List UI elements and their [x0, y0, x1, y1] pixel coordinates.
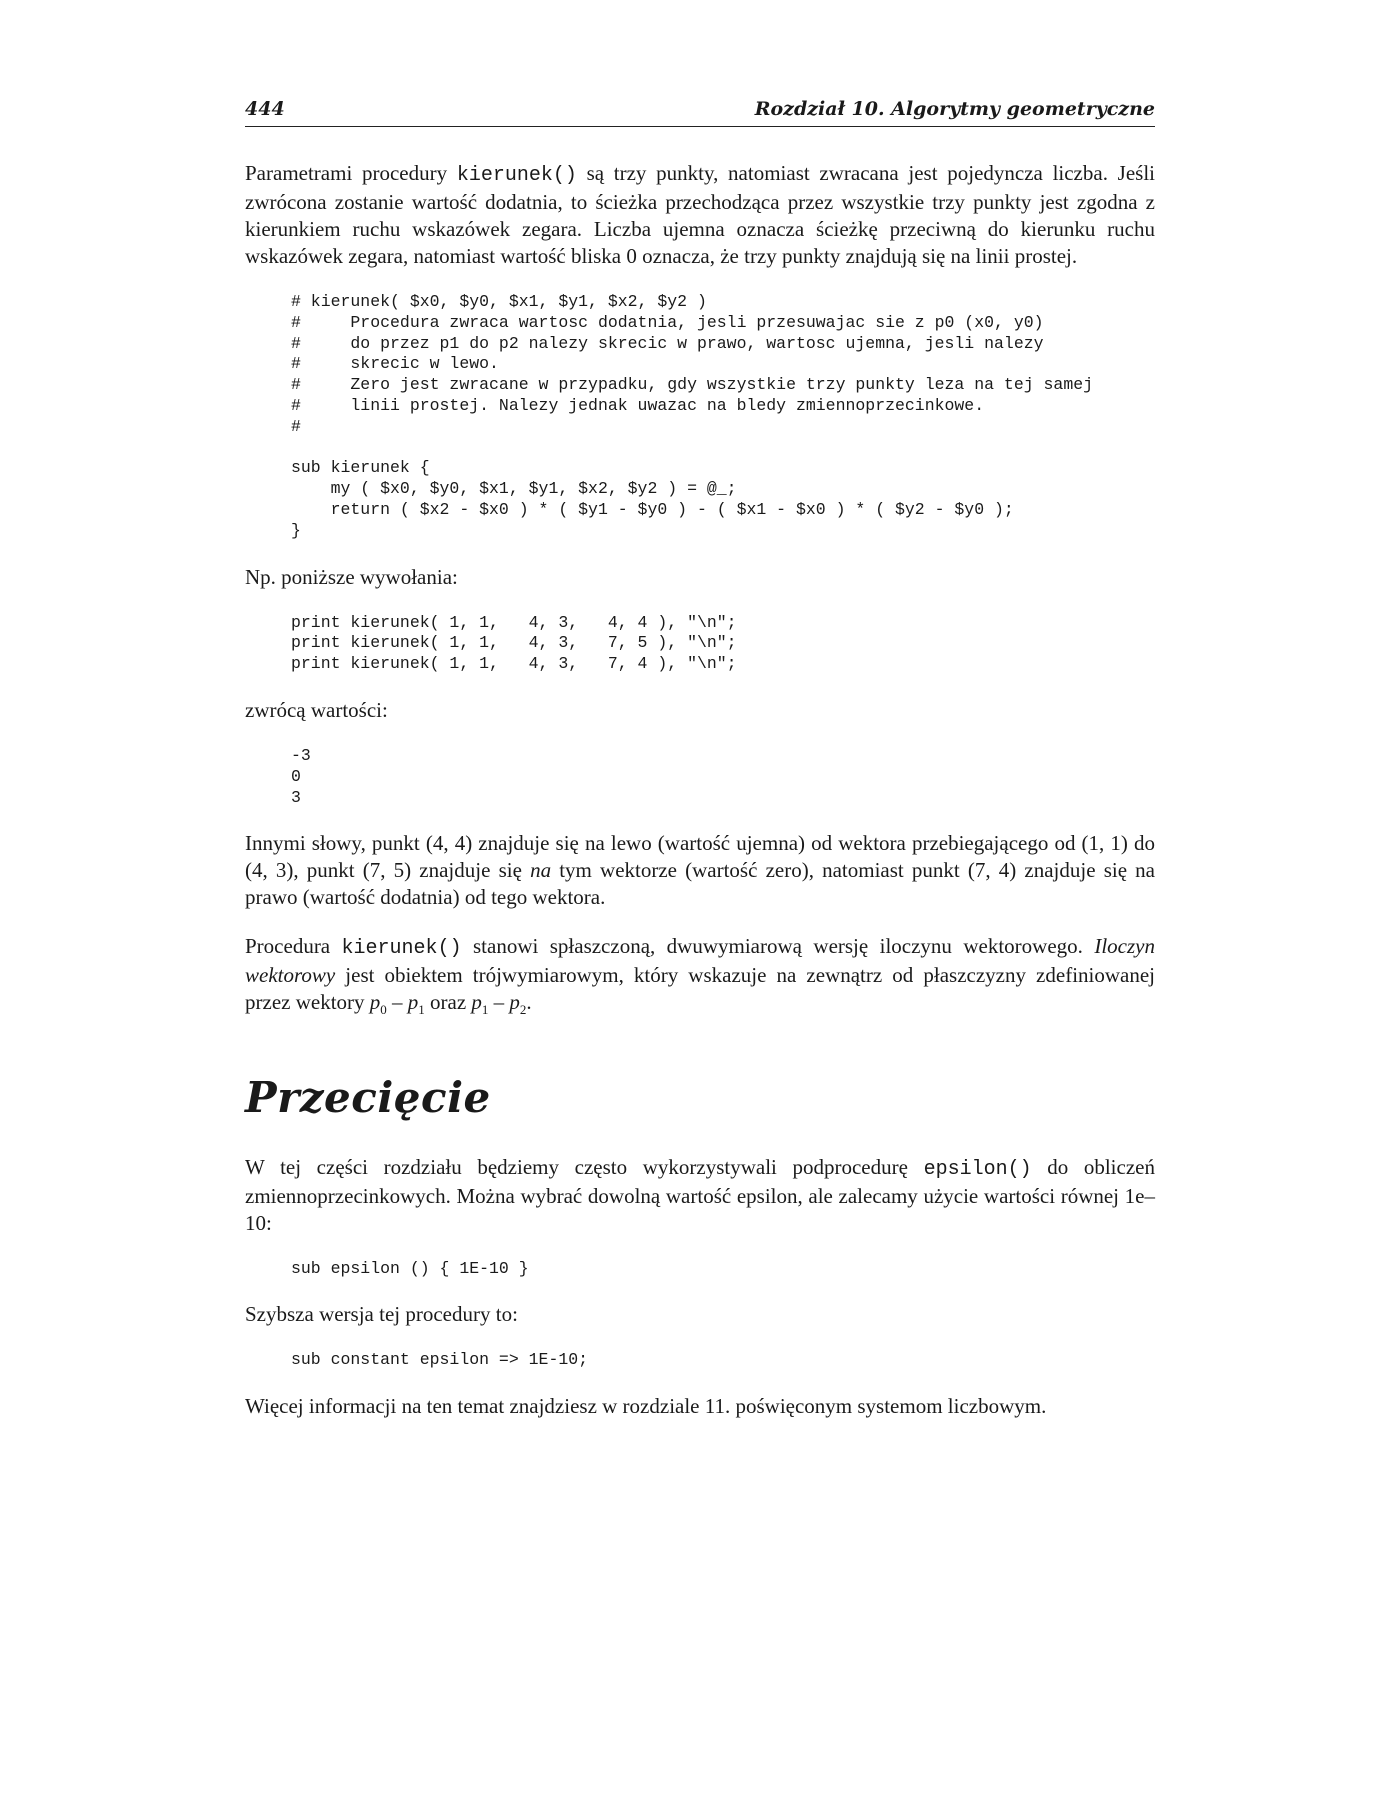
- math-subscript: 1: [481, 1002, 489, 1018]
- inline-code: kierunek(): [456, 164, 577, 187]
- paragraph-return-values: zwrócą wartości:: [245, 697, 388, 722]
- code-block-print-calls: print kierunek( 1, 1, 4, 3, 4, 4 ), "\n"; print kierunek( 1, 1, 4, 3, 7, 5 ), "\n"; print kierunek( 1, 1, 4, 3, 7, 4 ), "\n";: [291, 612, 737, 674]
- text-run: tym wektorze (wartość zero), natomiast punkt (7, 4) znajduje się na prawo (wartość dodatnia) od tego wektora.: [245, 858, 1155, 910]
- text-run: –: [386, 990, 408, 1015]
- code-block-output: -3 0 3: [291, 745, 311, 807]
- math-var: p: [407, 990, 419, 1015]
- text-run: jest obiektem trójwymiarowym, który wskazuje na zewnątrz od płaszczyzny zdefiniowanej przez wektory: [245, 963, 1155, 1015]
- chapter-title: Rozdział 10. Algorytmy geometryczne: [754, 98, 1155, 120]
- math-subscript: 1: [418, 1002, 425, 1018]
- inline-code: epsilon(): [923, 1157, 1032, 1181]
- text-run: są trzy punkty, natomiast zwracana jest pojedyncza liczba. Jeśli zwrócona zostanie wartość dodatnia, to ścieżka przechodząca przez wszystkie trzy punkty jest zgodna z kierunkiem ruchu wskazówek zegara. Liczba ujemna oznacza ścieżkę przeciwną do kierunku ruchu wskazówek zegara, natomiast wartość bliska 0 oznacza, że trzy punkty znajdują się na linii prostej.: [245, 161, 1155, 268]
- running-header: [245, 96, 1155, 127]
- paragraph-intro: [245, 160, 1155, 270]
- math-var: p: [509, 990, 520, 1015]
- text-run: .: [526, 990, 532, 1015]
- paragraph-more-info: Więcej informacji na ten temat znajdziesz w rozdziale 11. poświęconym systemom liczbowym.: [245, 1394, 1047, 1419]
- paragraph-example-calls: Np. poniższe wywołania:: [245, 564, 458, 589]
- text-run: do obliczeń zmiennoprzecinkowych. Można wybrać dowolną wartość epsilon, ale zalecamy użycie wartości równej 1e–10:: [245, 1154, 1155, 1235]
- math-subscript: 2: [519, 1002, 527, 1018]
- emphasis: Iloczyn wektorowy: [245, 934, 1155, 988]
- math-var: p: [369, 990, 381, 1015]
- math-subscript: 0: [380, 1002, 387, 1018]
- text-run: stanowi spłaszczoną, dwuwymiarową wersję iloczynu wektorowego.: [461, 934, 1095, 959]
- paragraph-epsilon-intro: [245, 1154, 1155, 1237]
- text-run: W tej części rozdziału będziemy często wykorzystywali podprocedurę: [245, 1154, 924, 1179]
- page-body: [245, 160, 1155, 1420]
- text-run: Procedura: [245, 934, 342, 959]
- text-run: Innymi słowy, punkt (4, 4) znajduje się na lewo (wartość ujemna) od wektora przebiegającego od (1, 1) do (4, 3), punkt (7, 5) znajduje się: [245, 831, 1155, 883]
- emphasis: na: [530, 858, 552, 883]
- paragraph-cross-product: [245, 933, 1155, 1023]
- code-block-epsilon: sub epsilon () { 1E-10 }: [291, 1258, 529, 1278]
- inline-code: kierunek(): [341, 937, 462, 961]
- text-run: –: [488, 990, 510, 1015]
- section-heading: Przecięcie: [245, 1072, 491, 1122]
- text-run: oraz: [424, 990, 472, 1015]
- paragraph-explanation: [245, 830, 1155, 911]
- page-number: 444: [245, 98, 285, 120]
- code-block-constant: sub constant epsilon => 1E-10;: [291, 1350, 589, 1370]
- paragraph-faster-version: Szybsza wersja tej procedury to:: [245, 1302, 518, 1327]
- code-block-kierunek: # kierunek( $x0, $y0, $x1, $y1, $x2, $y2 ) # Procedura zwraca wartosc dodatnia, jesli przesuwajac sie z p0 (x0, y0) # do przez p1 do p2 nalezy skrecic w prawo, wartosc ujemna, jesli nalezy # skrecic w lewo. # Zero jest zwracane w przypadku, gdy wszystkie trzy punkty leza na tej samej # linii prostej. Nalezy jednak uwazac na bledy zmiennoprzecinkowe. # sub kierunek { my ( $x0, $y0, $x1, $y1, $x2, $y2 ) = @_; return ( $x2 - $x0 ) * ( $y1 - $y0 ) - ( $x1 - $x0 ) * ( $y2 - $y0 ); }: [291, 292, 1094, 540]
- math-var: p: [471, 990, 482, 1015]
- text-run: Parametrami procedury: [245, 161, 457, 185]
